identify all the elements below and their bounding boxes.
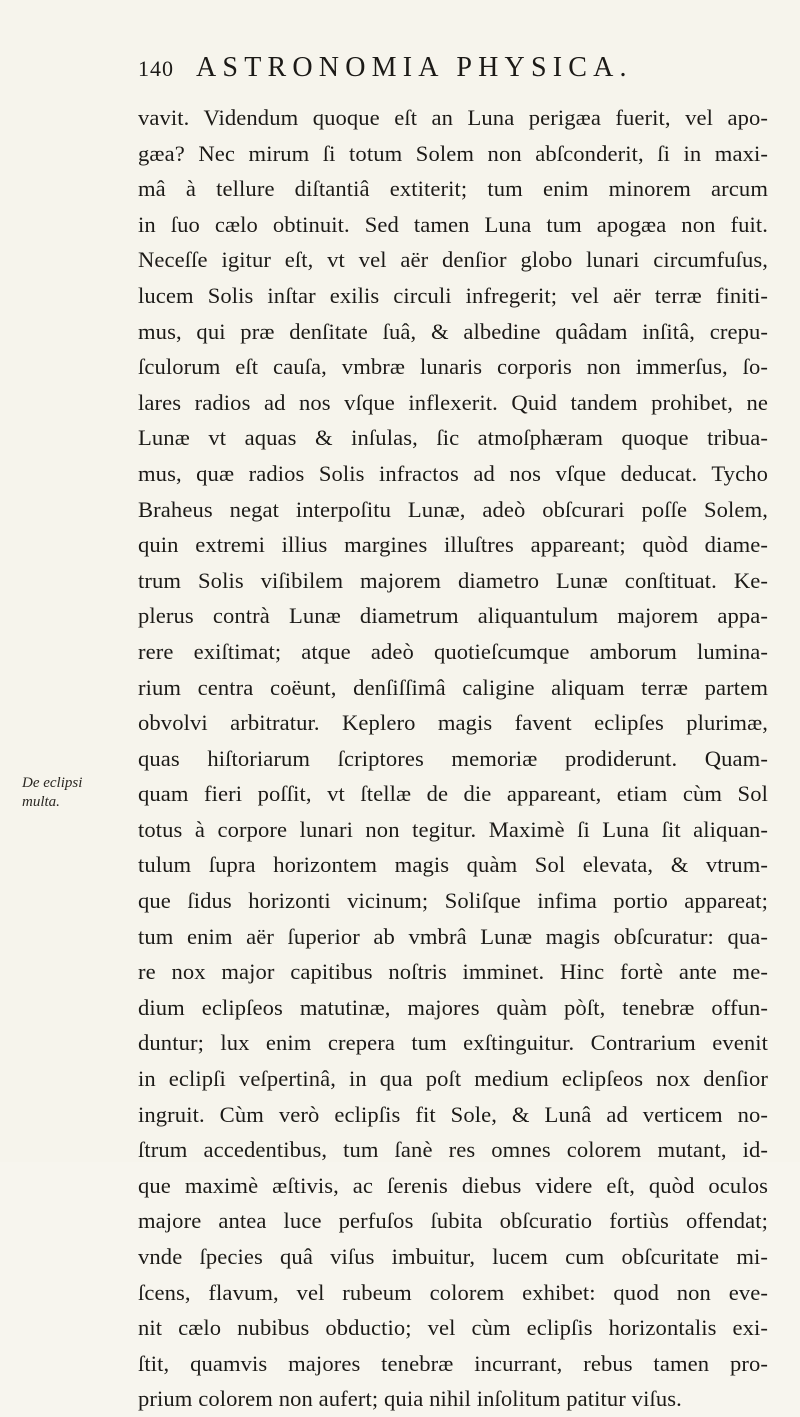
text-line: Lunæ vt aquas & inſulas, ſic atmoſphæram quoque tribua- (138, 425, 768, 451)
text-line: mâ à tellure diſtantiâ extiterit; tum enim minorem arcum (138, 176, 768, 202)
text-line: plerus contrà Lunæ diametrum aliquantulum majorem appa- (138, 603, 768, 629)
text-line: ſcens, flavum, vel rubeum colorem exhibet: quod non eve- (138, 1279, 768, 1305)
text-line: in ſuo cælo obtinuit. Sed tamen Luna tum apogæa non fuit. (138, 211, 768, 237)
marginal-note-line: De eclipsi (22, 775, 83, 791)
text-line: Neceſſe igitur eſt, vt vel aër denſior globo lunari circumfuſus, (138, 247, 768, 273)
text-line: re nox major capitibus noſtris imminet. Hinc fortè ante me- (138, 959, 768, 985)
text-line: quam fieri poſſit, vt ſtellæ de die appareant, etiam cùm Sol (138, 781, 768, 807)
text-line: vnde ſpecies quâ viſus imbuitur, lucem cum obſcuritate mi- (138, 1244, 768, 1269)
text-line: in eclipſi veſpertinâ, in qua poſt medium eclipſeos nox denſior (138, 1066, 768, 1092)
running-title: ASTRONOMIA PHYSICA. (196, 52, 633, 83)
body-text (138, 100, 768, 1417)
text-line: duntur; lux enim crepera tum exſtinguitur. Contrarium evenit (138, 1030, 768, 1056)
text-line: tulum ſupra horizontem magis quàm Sol elevata, & vtrum- (138, 852, 768, 878)
page-number: 140 (138, 56, 174, 81)
text-line: ſtrum accedentibus, tum ſanè res omnes colorem mutant, id- (138, 1137, 768, 1163)
running-head (138, 52, 758, 88)
text-line: totus à corpore lunari non tegitur. Maximè ſi Luna ſit aliquan- (138, 816, 768, 842)
text-line: mus, quæ radios Solis infractos ad nos vſque deducat. Tycho (138, 460, 768, 486)
text-line: ingruit. Cùm verò eclipſis fit Sole, & Lunâ ad verticem no- (138, 1101, 768, 1127)
text-line: que ſidus horizonti vicinum; Soliſque infima portio appareat; (138, 888, 768, 914)
text-line: rere exiſtimat; atque adeò quotieſcumque amborum lumina- (138, 638, 768, 664)
marginal-note-line: multa. (22, 794, 60, 810)
text-line: gæa? Nec mirum ſi totum Solem non abſconderit, ſi in maxi- (138, 140, 768, 166)
text-line: prium colorem non aufert; quia nihil inſolitum patitur viſus. (138, 1386, 682, 1412)
text-line: quas hiſtoriarum ſcriptores memoriæ prodiderunt. Quam- (138, 745, 768, 771)
text-line: dium eclipſeos matutinæ, majores quàm pòſt, tenebræ offun- (138, 994, 768, 1020)
text-line: tum enim aër ſuperior ab vmbrâ Lunæ magis obſcuratur: qua- (138, 923, 768, 949)
text-line: lucem Solis inſtar exilis circuli infregerit; vel aër terræ finiti- (138, 282, 768, 308)
text-line: ſtit, quamvis majores tenebræ incurrant, rebus tamen pro- (138, 1350, 768, 1376)
text-line: rium centra coëunt, denſiſſimâ caligine aliquam terræ partem (138, 674, 768, 700)
text-line: Braheus negat interpoſitu Lunæ, adeò obſcurari poſſe Solem, (138, 496, 768, 522)
text-line: lares radios ad nos vſque inflexerit. Quid tandem prohibet, ne (138, 389, 768, 415)
text-line: obvolvi arbitratur. Keplero magis favent eclipſes plurimæ, (138, 710, 768, 736)
text-line: majore antea luce perfuſos ſubita obſcuratio fortiùs offendat; (138, 1208, 768, 1234)
text-line: trum Solis viſibilem majorem diametro Lunæ conſtituat. Ke- (138, 567, 768, 593)
marginal-note (22, 774, 92, 812)
text-line: quin extremi illius margines illuſtres appareant; quòd diame- (138, 532, 768, 558)
text-line: nit cælo nubibus obductio; vel cùm eclipſis horizontalis exi- (138, 1315, 768, 1341)
text-line: mus, qui præ denſitate ſuâ, & albedine quâdam inſitâ, crepu- (138, 318, 768, 344)
text-line: vavit. Videndum quoque eſt an Luna perigæa fuerit, vel apo- (138, 105, 768, 130)
text-line: ſculorum eſt cauſa, vmbræ lunaris corporis non immerſus, ſo- (138, 354, 768, 380)
text-line: que maximè æſtivis, ac ſerenis diebus videre eſt, quòd oculos (138, 1172, 768, 1198)
